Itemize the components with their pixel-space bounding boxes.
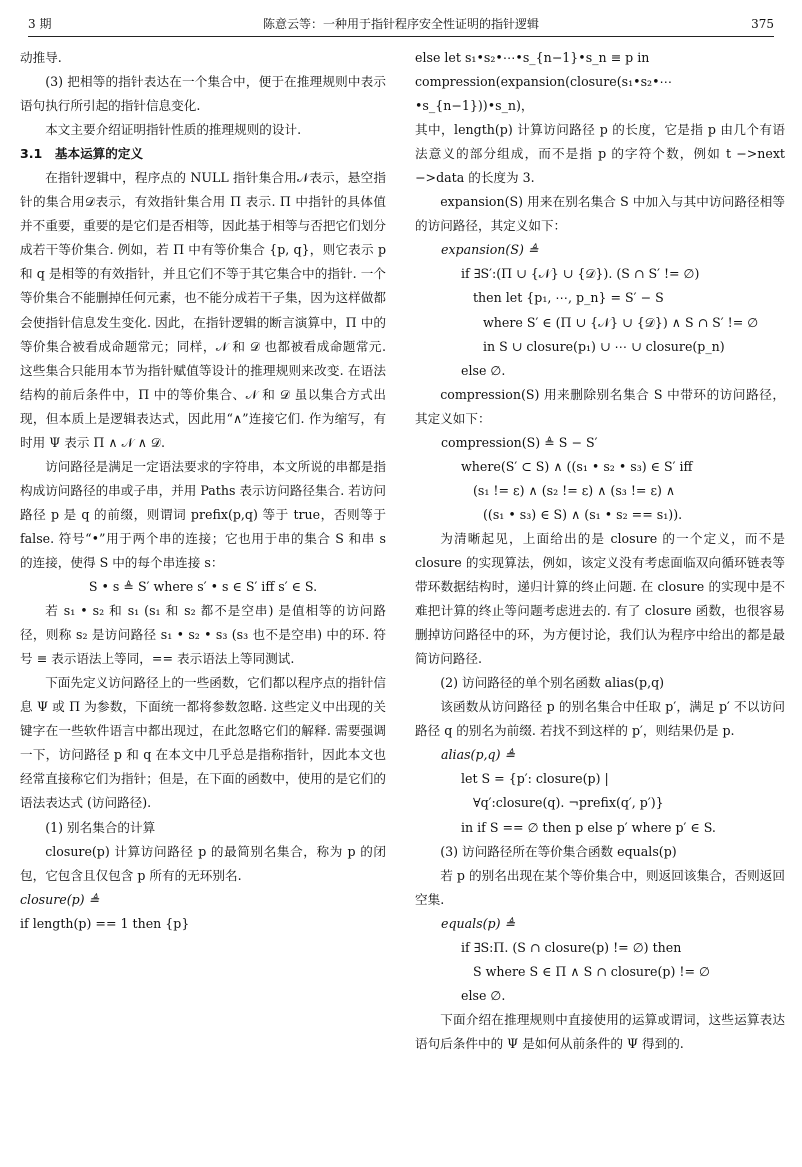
right-paragraph: ((s₁ • s₃) ∈ S) ∧ (s₁ • s₂ == s₁)). (483, 506, 683, 522)
left-paragraph: 若 s₁ • s₂ 和 s₁ (s₁ 和 s₂ 都不是空串) 是值相等的访问路径，则称 s₂ 是访问路径 s₁ • s₂ • s₃ (s₃ 也不是空串) 中的环. 符号 ≡ 表示语法上等同，== 表示语法上等同测试. (20, 603, 386, 667)
left-paragraph: S • s ≜ S′ where s′ • s ∈ S′ iff s′ ∈ S. (88, 579, 318, 595)
right-paragraph: else ∅. (461, 362, 506, 378)
left-paragraph: closure(p) 计算访问路径 p 的最简别名集合，称为 p 的闭包，它包含且仅包含 p 所有的无环别名. (20, 843, 386, 883)
right-paragraph: alias(p,q) ≜ (441, 747, 516, 763)
right-paragraph: S where S ∈ Π ∧ S ∩ closure(p) != ∅ (473, 963, 710, 979)
right-paragraph: equals(p) ≜ (441, 915, 516, 931)
right-paragraph: 若 p 的别名出现在某个等价集合中，则返回该集合，否则返回空集. (415, 867, 785, 907)
right-paragraph: in if S == ∅ then p else p′ where p′ ∈ S. (461, 819, 716, 835)
right-paragraph: (s₁ != ε) ∧ (s₂ != ε) ∧ (s₃ != ε) ∧ (473, 482, 676, 498)
right-paragraph: if ∃S:Π. (S ∩ closure(p) != ∅) then (461, 939, 682, 955)
right-paragraph: compression(S) ≜ S − S′ (441, 434, 598, 450)
right-paragraph: 其中，length(p) 计算访问路径 p 的长度，它是指 p 由几个有语法意义的部分组成，而不是指 p 的字符个数，例如 t −>next −>data 的长度为 3. (415, 122, 785, 186)
left-paragraph: 3.1 基本运算的定义 (20, 146, 144, 162)
left-paragraph: closure(p) ≜ (20, 891, 100, 907)
running-title: 陈意云等：一种用于指针程序安全性证明的指针逻辑 (262, 17, 539, 31)
right-paragraph: expansion(S) ≜ (441, 242, 539, 258)
left-paragraph: 本文主要介绍证明指针性质的推理规则的设计. (45, 122, 302, 138)
left-paragraph: 动推导. (20, 50, 62, 65)
right-paragraph: else ∅. (461, 987, 506, 1003)
left-paragraph: 下面先定义访问路径上的一些函数，它们都以程序点的指针信息 Ψ 或 Π 为参数，下面统一都将参数忽略. 这些定义中出现的关键字在一些软件语言中都出现过，在此忽略它们的解释. 需要强调一下，访问路径 p 和 q 在本文中几乎总是指称指针，因此本文也经常直接称它们为指针；但是，在下面的函数中，使用的是它们的语法表达式 (访问路径). (20, 675, 386, 811)
right-paragraph: where S′ ∈ (Π ∪ {𝒩} ∪ {𝒟}) ∧ S ∩ S′ != ∅ (483, 314, 759, 330)
right-paragraph: compression(expansion(closure(s₁•s₂•⋯•s_{n−1}))•s_n)， (415, 74, 673, 114)
right-paragraph: 为清晰起见，上面给出的是 closure 的一个定义，而不是 closure 的实现算法，例如，该定义没有考虑面临双向循环链表等带环数据结构时，递归计算的终止问题. 在 closure 的实现中是不难把计算的终止等问题考虑进去的. 有了 closure 函数，也很容易删掉访问路径中的环，为方便讨论，我们认为程序中给出的都是最简访问路径. (415, 530, 785, 667)
right-paragraph: then let {p₁, ⋯, p_n} = S′ − S (473, 290, 664, 306)
right-paragraph: if ∃S′:(Π ∪ {𝒩} ∪ {𝒟}). (S ∩ S′ != ∅) (461, 266, 700, 282)
right-paragraph: expansion(S) 用来在别名集合 S 中加入与其中访问路径相等的访问路径，其定义如下： (415, 194, 785, 234)
left-paragraph: (3) 把相等的指针表达在一个集合中，便于在推理规则中表示语句执行所引起的指针信息变化. (20, 74, 386, 114)
left-paragraph: 访问路径是满足一定语法要求的字符串，本文所说的串都是指构成访问路径的串或子串，并用 Paths 表示访问路径集合. 若访问路径 p 是 q 的前缀，则谓词 prefix(p,q) 等于 true，否则等于 false. 符号“•”用于两个串的连接；它也用于串的集合 S 和串 s 的连接，使得 S 中的每个串连接 s： (20, 458, 386, 570)
running-header (28, 14, 774, 37)
right-paragraph: let S = {p′: closure(p) | (461, 771, 609, 787)
right-paragraph: ∀q′:closure(q). ¬prefix(q′, p′)} (473, 795, 664, 811)
page-number: 375 (751, 17, 774, 31)
left-paragraph: (1) 别名集合的计算 (45, 819, 156, 835)
right-paragraph: 该函数从访问路径 p 的别名集合中任取 p′，满足 p′ 不以访问路径 q 的别名为前缀. 若找不到这样的 p′，则结果仍是 p. (415, 699, 785, 739)
right-paragraph: where(S′ ⊂ S) ∧ ((s₁ • s₂ • s₃) ∈ S′ iff (461, 458, 693, 474)
right-paragraph: (3) 访问路径所在等价集合函数 equals(p) (440, 843, 677, 859)
left-paragraph: 在指针逻辑中，程序点的 NULL 指针集合用𝒩表示，悬空指针的集合用𝒟表示，有效指针集合用 Π 表示. Π 中指针的具体值并不重要，重要的是它们是否相等，因此基于相等与否把它们划分成若干等价集合. 例如，若 Π 中有等价集合 {p, q}，则它表示 p 和 q 是相等的有效指针，并且它们不等于其它集合中的指针. 一个等价集合不能删掉任何元素，也不能分成若干子集，因为这样做都会使指针信息发生变化. 因此，在指针逻辑的断言演算中，Π 中的等价集合被看成命题常元；同样，𝒩 和 𝒟 也都被看成命题常元. 这些集合只能用本节为指针赋值等设计的推理规则来改变. 在语法结构的前后条件中，Π 中的等价集合、𝒩 和 𝒟 虽以集合方式出现，但本质上是逻辑表达式，因此用“∧”连接它们. 作为缩写，有时用 Ψ 表示 Π ∧ 𝒩 ∧ 𝒟. (20, 170, 386, 450)
right-column (415, 46, 785, 1158)
left-column (20, 46, 386, 1158)
right-paragraph: 下面介绍在推理规则中直接使用的运算或谓词，这些运算表达语句后条件中的 Ψ 是如何从前条件的 Ψ 得到的. (415, 1011, 785, 1051)
right-paragraph: in S ∪ closure(p₁) ∪ ⋯ ∪ closure(p_n) (483, 338, 725, 354)
left-paragraph: if length(p) == 1 then {p} (20, 915, 190, 931)
right-paragraph: else let s₁•s₂•⋯•s_{n−1}•s_n ≡ p in (415, 50, 650, 65)
issue-number: 3 期 (28, 17, 52, 31)
right-paragraph: (2) 访问路径的单个别名函数 alias(p,q) (440, 675, 665, 691)
right-paragraph: compression(S) 用来删除别名集合 S 中带环的访问路径，其定义如下： (415, 386, 785, 426)
